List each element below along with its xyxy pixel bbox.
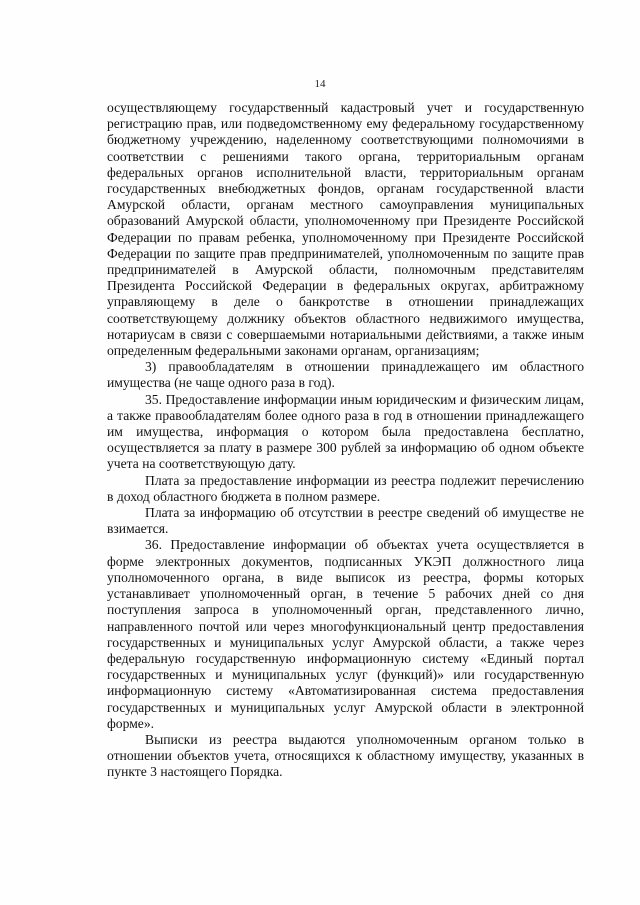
paragraph-item-3: 3) правообладателям в отношении принадлежащего им областного имущества (не чаще одного раза в год). [107, 359, 584, 391]
paragraph-continuation: осуществляющему государственный кадастровый учет и государственную регистрацию прав, или подведомственному ему федеральному государственному бюджетному учреждению, наделенному соответствующими полномочиями в соответствии с решениями такого органа, территориальным органам федеральных органов исполнительной власти, территориальным органам государственных внебюджетных фондов, органам государственной власти Амурской области, органам местного самоуправления муниципальных образований Амурской области, уполномоченному при Президенте Российской Федерации по правам ребенка, уполномоченному при Президенте Российской Федерации по защите прав предпринимателей, уполномоченным по защите прав предпринимателей в Амурской области, полномочным представителям Президента Российской Федерации в федеральных округах, арбитражному управляющему в деле о банкротстве в отношении принадлежащих соответствующему должнику объектов областного недвижимого имущества, нотариусам в связи с совершаемыми нотариальными действиями, а также иным определенным федеральными законами органам, организациям; [107, 100, 584, 359]
paragraph-35: 35. Предоставление информации иным юридическим и физическим лицам, а также правообладателям более одного раза в год в отношении принадлежащего им имущества, информация о котором была предоставлена бесплатно, осуществляется за плату в размере 300 рублей за информацию об одном объекте учета на соответствующую дату. [107, 391, 584, 472]
paragraph-extracts: Выписки из реестра выдаются уполномоченным органом только в отношении объектов учета, относящихся к областному имуществу, указанных в пункте 3 настоящего Порядка. [107, 731, 584, 780]
paragraph-fee-transfer: Плата за предоставление информации из реестра подлежит перечислению в доход областного бюджета в полном размере. [107, 472, 584, 504]
page-number: 14 [314, 78, 326, 90]
paragraph-36: 36. Предоставление информации об объектах учета осуществляется в форме электронных документов, подписанных УКЭП должностного лица уполномоченного органа, в виде выписок из реестра, формы которых устанавливает уполномоченный орган, в течение 5 рабочих дней со дня поступления запроса в уполномоченный орган, представленного лично, направленного почтой или через многофункциональный центр предоставления государственных и муниципальных услуг Амурской области, а также через федеральную государственную информационную систему «Единый портал государственных и муниципальных услуг (функций)» или государственную информационную систему «Автоматизированная система предоставления государственных и муниципальных услуг Амурской области в электронной форме». [107, 537, 584, 731]
document-body [107, 100, 584, 781]
paragraph-no-fee: Плата за информацию об отсутствии в реестре сведений об имуществе не взимается. [107, 505, 584, 537]
